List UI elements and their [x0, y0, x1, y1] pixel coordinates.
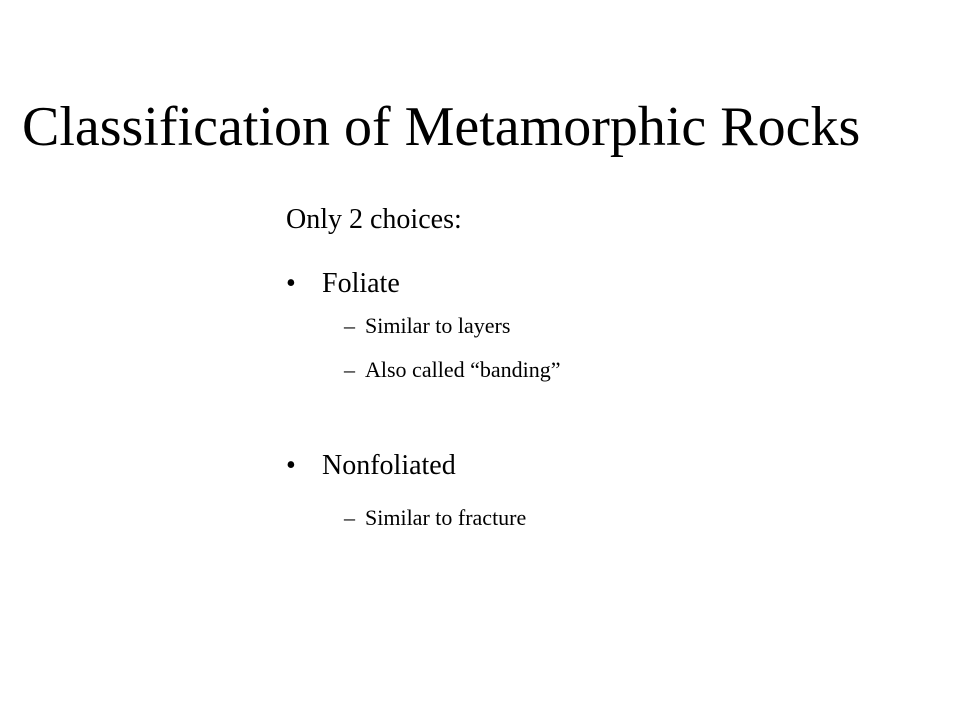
slide-title: Classification of Metamorphic Rocks	[22, 96, 861, 158]
bullet-label: Nonfoliated	[322, 450, 456, 481]
sub-item-text: Similar to layers	[365, 313, 511, 338]
intro-text: Only 2 choices:	[286, 204, 462, 235]
sub-marker: –	[344, 313, 355, 338]
sub-item-text: Similar to fracture	[365, 505, 527, 530]
bullet-marker: •	[286, 450, 296, 481]
bullet-marker: •	[286, 268, 296, 299]
sub-marker: –	[344, 505, 355, 530]
sub-item-text: Also called “banding”	[365, 357, 561, 382]
bullet-label: Foliate	[322, 268, 400, 299]
sub-marker: –	[344, 357, 355, 382]
